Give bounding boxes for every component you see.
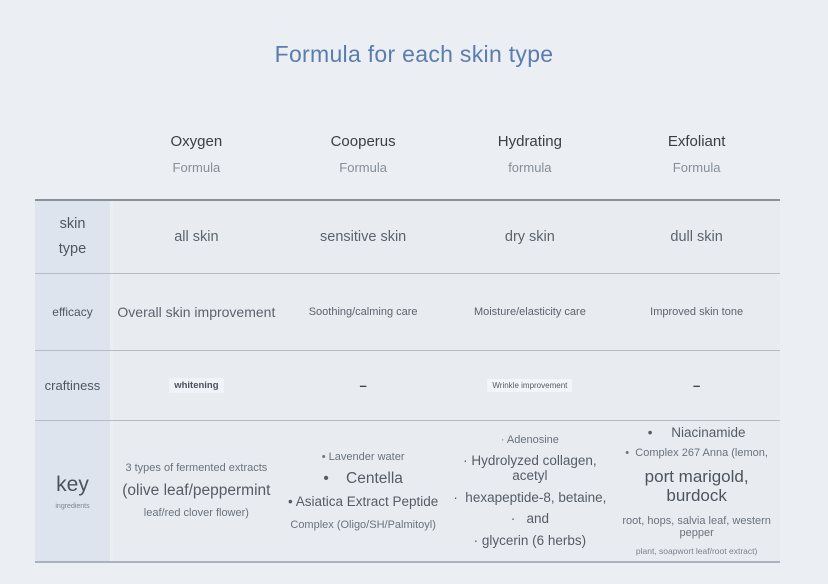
table-row-skin-type (35, 201, 780, 273)
cell-efficacy-hydrating: Moisture/elasticity care (447, 274, 614, 350)
ingredient-line: · Adenosine (500, 433, 559, 446)
row-label-line: type (58, 241, 87, 257)
ingredient-line: • Asiatica Extract Peptide (287, 494, 439, 510)
row-label-line: skin (59, 215, 86, 232)
craftiness-value: whitening (169, 378, 223, 393)
column-name: Oxygen (170, 133, 223, 150)
cell-craftiness-hydrating (447, 351, 614, 420)
column-subtitle: Formula (172, 160, 221, 175)
comparison-table (35, 199, 780, 563)
table-row-efficacy (35, 273, 780, 350)
row-label-line: key (56, 472, 89, 496)
cell-efficacy-exfoliant: Improved skin tone (613, 274, 780, 350)
cell-skin-type-exfoliant: dull skin (613, 201, 780, 273)
row-label-efficacy: efficacy (35, 274, 110, 350)
ingredient-line: 3 types of fermented extracts (125, 461, 268, 474)
cell-skin-type-hydrating: dry skin (447, 201, 614, 273)
cell-ingredients-oxygen (113, 421, 280, 561)
column-header-oxygen (113, 133, 280, 175)
cell-ingredients-exfoliant (613, 421, 780, 561)
table-row-key-ingredients (35, 420, 780, 561)
column-name: Exfoliant (667, 133, 726, 150)
ingredient-line: Complex (Oligo/SH/Palmitoyl) (290, 518, 436, 531)
column-subtitle: formula (508, 160, 552, 175)
ingredient-line: • Niacinamide (647, 425, 746, 441)
cell-craftiness-exfoliant (613, 351, 780, 420)
cell-ingredients-hydrating (447, 421, 614, 561)
row-label-key-ingredients (35, 421, 110, 561)
column-headers (35, 133, 780, 175)
ingredient-line: port marigold, burdock (644, 466, 749, 506)
row-label-line: ingredients (55, 502, 90, 510)
ingredient-line: • Complex 267 Anna (lemon, (625, 446, 768, 459)
ingredient-line: · glycerin (6 herbs) (473, 532, 587, 548)
column-header-hydrating (447, 133, 614, 175)
cell-craftiness-oxygen (113, 351, 280, 420)
column-subtitle: Formula (339, 160, 387, 175)
craftiness-dash: – (693, 378, 701, 393)
column-name: Cooperus (330, 133, 396, 150)
cell-efficacy-cooperus: Soothing/calming care (280, 274, 447, 350)
cell-skin-type-oxygen: all skin (113, 201, 280, 273)
ingredient-line: • Lavender water (321, 450, 405, 463)
craftiness-dash: – (359, 378, 367, 393)
column-header-cooperus (280, 133, 447, 175)
ingredient-line: plant, soapwort leaf/root extract) (635, 545, 758, 556)
ingredient-line: leaf/red clover flower) (143, 507, 249, 520)
page-title: Formula for each skin type (274, 41, 554, 67)
row-label-craftiness: craftiness (35, 351, 110, 420)
cell-efficacy-oxygen: Overall skin improvement (113, 274, 280, 350)
ingredient-line: • Centella (323, 470, 403, 488)
ingredient-line: (olive leaf/peppermint (122, 481, 271, 499)
column-header-exfoliant (613, 133, 780, 175)
ingredient-line: · and (510, 511, 550, 527)
column-subtitle: Formula (672, 160, 721, 175)
ingredient-line: · Hydrolyzed collagen, acetyl (463, 452, 597, 484)
ingredient-line: · hexapeptide-8, betaine, (453, 489, 607, 505)
craftiness-value: Wrinkle improvement (487, 379, 572, 392)
cell-skin-type-cooperus: sensitive skin (280, 201, 447, 273)
column-name: Hydrating (497, 133, 562, 150)
table-row-craftiness (35, 350, 780, 420)
cell-craftiness-cooperus (280, 351, 447, 420)
ingredient-line: root, hops, salvia leaf, western pepper (622, 514, 771, 540)
cell-ingredients-cooperus (280, 421, 447, 561)
header-spacer (35, 133, 113, 175)
row-label-skin-type (35, 201, 110, 273)
